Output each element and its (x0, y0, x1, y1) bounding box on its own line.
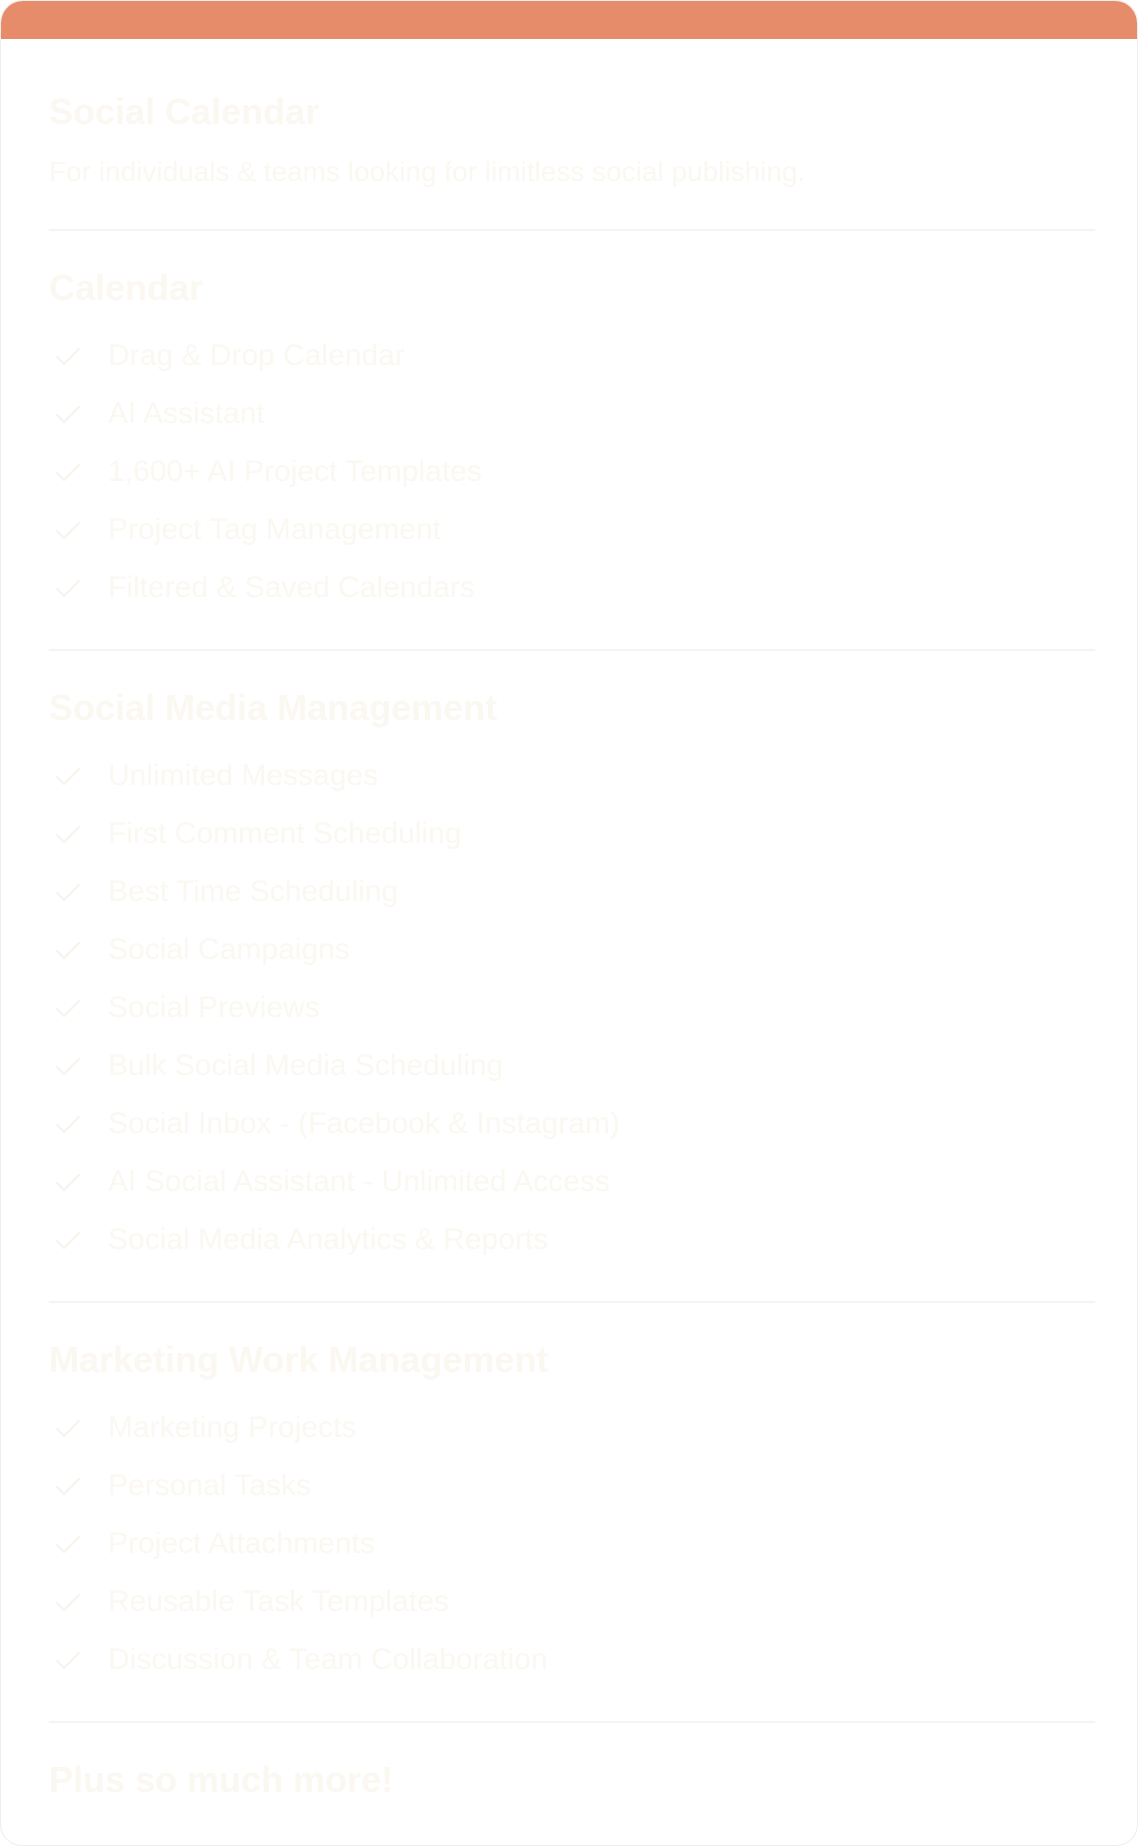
feature-label: Project Attachments (108, 1527, 375, 1560)
feature-item (49, 385, 1095, 443)
section-title: Calendar (49, 267, 204, 308)
feature-item (49, 747, 1095, 805)
checkmark-icon (53, 935, 83, 965)
feature-label: First Comment Scheduling (108, 817, 462, 850)
feature-label: AI Assistant (108, 397, 265, 430)
plan-subtitle: For individuals & teams looking for limitless social publishing. (49, 156, 806, 187)
checkmark-icon (53, 341, 83, 371)
feature-label: Reusable Task Templates (108, 1585, 449, 1618)
feature-item (49, 1631, 1095, 1689)
section-title: Marketing Work Management (49, 1339, 549, 1380)
feature-label: Unlimited Messages (108, 759, 379, 792)
feature-label: Social Campaigns (108, 933, 350, 966)
feature-label: 1,600+ AI Project Templates (108, 455, 482, 488)
feature-list (49, 327, 1095, 617)
feature-item (49, 559, 1095, 617)
checkmark-icon (53, 1167, 83, 1197)
feature-label: Social Previews (108, 991, 320, 1024)
checkmark-icon (53, 1587, 83, 1617)
checkmark-icon (53, 457, 83, 487)
feature-label: Drag & Drop Calendar (108, 339, 405, 372)
feature-item (49, 1573, 1095, 1631)
feature-label: Social Media Analytics & Reports (108, 1223, 549, 1256)
section-calendar (49, 267, 1095, 649)
checkmark-icon (53, 877, 83, 907)
accent-top-bar (1, 1, 1137, 39)
feature-list (49, 1399, 1095, 1689)
checkmark-icon (53, 573, 83, 603)
feature-label: Social Inbox - (Facebook & Instagram) (108, 1107, 620, 1140)
feature-item (49, 501, 1095, 559)
feature-item (49, 979, 1095, 1037)
section-social-media-management (49, 687, 1095, 1301)
checkmark-icon (53, 761, 83, 791)
checkmark-icon (53, 819, 83, 849)
checkmark-icon (53, 1529, 83, 1559)
section-divider (49, 229, 1095, 231)
checkmark-icon (53, 399, 83, 429)
feature-item (49, 1153, 1095, 1211)
feature-label: Discussion & Team Collaboration (108, 1643, 548, 1676)
checkmark-icon (53, 1645, 83, 1675)
feature-item (49, 1457, 1095, 1515)
plan-title: Social Calendar (49, 91, 320, 132)
checkmark-icon (53, 515, 83, 545)
feature-label: Filtered & Saved Calendars (108, 571, 475, 604)
checkmark-icon (53, 1051, 83, 1081)
checkmark-icon (53, 1471, 83, 1501)
feature-item (49, 1095, 1095, 1153)
checkmark-icon (53, 1413, 83, 1443)
footer-title: Plus so much more! (49, 1759, 394, 1800)
feature-item (49, 1211, 1095, 1269)
checkmark-icon (53, 1109, 83, 1139)
feature-item (49, 805, 1095, 863)
feature-list (49, 747, 1095, 1269)
feature-item (49, 1399, 1095, 1457)
feature-item (49, 1515, 1095, 1573)
section-title: Social Media Management (49, 687, 498, 728)
feature-label: Best Time Scheduling (108, 875, 399, 908)
feature-label: Bulk Social Media Scheduling (108, 1049, 504, 1082)
feature-item (49, 327, 1095, 385)
section-divider (49, 1301, 1095, 1303)
feature-item (49, 863, 1095, 921)
section-divider (49, 1721, 1095, 1723)
feature-label: Marketing Projects (108, 1411, 357, 1444)
feature-item (49, 443, 1095, 501)
feature-item (49, 1037, 1095, 1095)
checkmark-icon (53, 1225, 83, 1255)
section-marketing-work-management (49, 1339, 1095, 1721)
feature-item (49, 921, 1095, 979)
feature-label: Personal Tasks (108, 1469, 311, 1502)
plan-content (49, 39, 1095, 1801)
section-divider (49, 649, 1095, 651)
feature-label: Project Tag Management (108, 513, 441, 546)
checkmark-icon (53, 993, 83, 1023)
feature-label: AI Social Assistant - Unlimited Access (108, 1165, 610, 1198)
